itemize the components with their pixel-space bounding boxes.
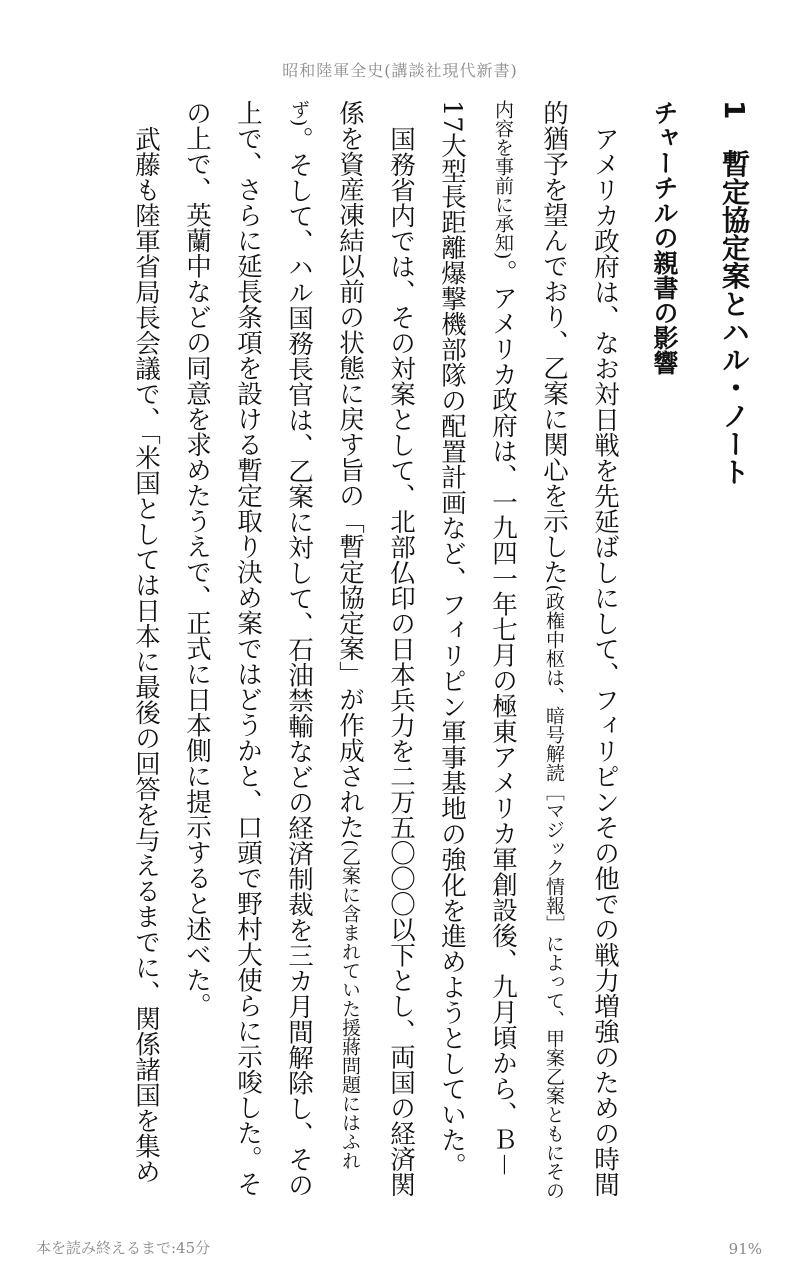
chapter-heading [714,100,754,1200]
paragraph-text: アメリカ政府は、なお対日戦を先延ばしにして、フィリピンその他での戦力増強のための時間的猶予を望んでおり、乙案に関心を示した [539,100,620,1197]
paragraph-text: 国務省内では、その対案として、北部仏印の日本兵力を二万五〇〇〇以下とし、両国の経済関係を資産凍結以前の状態に戻す旨の「暫定協定案」が作成された [335,100,416,1197]
paragraph [426,100,630,1200]
paragraph [120,100,171,1200]
paragraph-note: (政権中枢は、暗号解読［マジック情報］によって、甲案乙案ともにその内容を事前に承知) [492,100,565,1200]
paragraph-text: 武藤も陸軍省局長会議で、「米国としては日本に最後の回答を与えるまでに、関係諸国を集め [131,125,161,1184]
paragraph-text: 。そして、ハル国務長官は、乙案に対して、石油禁輸などの経済制裁を三カ月間解除し、その上で、さらに延長条項を設ける暫定取り決め案ではどうかと、口頭で野村大使らに示唆した。その上で、英蘭中などの同意を求めたうえで、正式に日本側に提示すると述べた。 [182,100,314,1198]
page-text-area[interactable] [39,100,754,1200]
reading-progress-percent: 91% [728,1240,762,1258]
paragraph [171,100,426,1200]
running-head-book-title: 昭和陸軍全史(講談社現代新書) [282,61,518,80]
time-remaining-label: 本を読み終えるまで:45分 [36,1239,211,1257]
paragraph-text: 。アメリカ政府は、一九四一年七月の極東アメリカ軍創設後、九月頃から、Ｂ－17大型長距離爆撃機部隊の配置計画など、フィリピン軍事基地の強化を進めようとしていた。 [437,100,518,1178]
chapter-title: 暫定協定案とハル・ノート [718,149,751,486]
chapter-number: 1 [718,100,751,120]
paragraph-note: (乙案に含まれていた援蔣問題にはふれず) [288,100,361,1170]
section-heading: チャーチルの親書の影響 [650,100,679,375]
